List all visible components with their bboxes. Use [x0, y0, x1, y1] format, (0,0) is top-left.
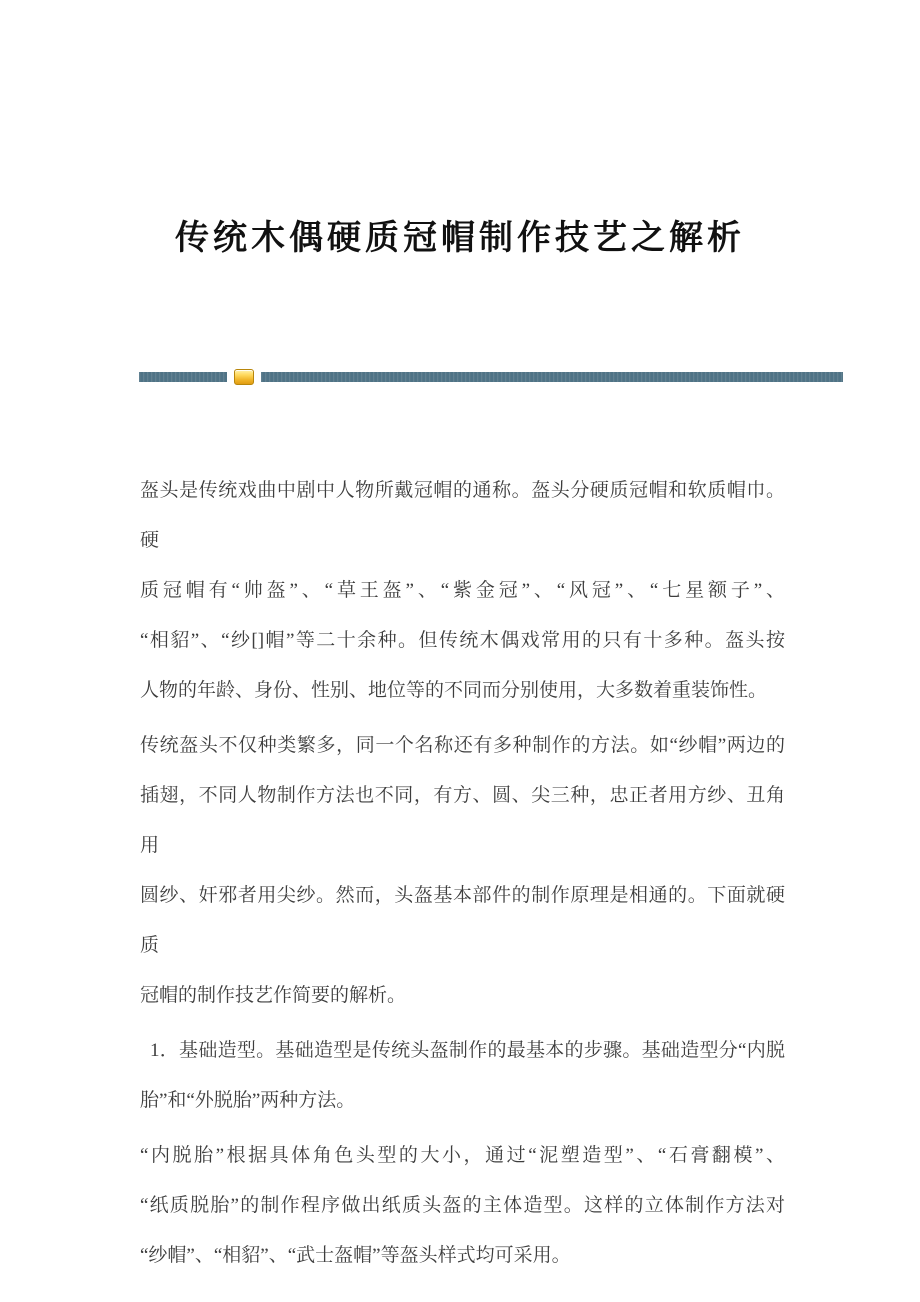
divider-gap — [227, 372, 234, 382]
text-line: 盔头是传统戏曲中剧中人物所戴冠帽的通称。盔头分硬质冠帽和软质帽巾。硬 — [140, 480, 785, 551]
text-line: 质冠帽有“帅盔”、“草王盔”、“紫金冠”、“风冠”、“七星额子”、 — [140, 580, 785, 601]
divider-bar-right — [261, 372, 843, 382]
text-line: 1．基础造型。基础造型是传统头盔制作的最基本的步骤。基础造型分“内脱 — [150, 1040, 785, 1061]
paragraph-1 — [140, 466, 785, 716]
document-body — [140, 466, 785, 1281]
paragraph-2 — [140, 721, 785, 1021]
gold-badge-icon — [234, 369, 254, 385]
text-line: 冠帽的制作技艺作简要的解析。 — [140, 985, 407, 1006]
text-line: “相貂”、“纱[]帽”等二十余种。但传统木偶戏常用的只有十多种。盔头按 — [140, 630, 785, 651]
text-line: 圆纱、奸邪者用尖纱。然而，头盔基本部件的制作原理是相通的。下面就硬质 — [140, 885, 785, 956]
paragraph-3 — [140, 1026, 785, 1126]
text-line: “纱帽”、“相貂”、“武士盔帽”等盔头样式均可采用。 — [140, 1245, 571, 1266]
text-line: 胎”和“外脱胎”两种方法。 — [140, 1090, 356, 1111]
text-line: 人物的年龄、身份、性别、地位等的不同而分别使用，大多数着重装饰性。 — [140, 680, 768, 701]
text-line: 传统盔头不仅种类繁多，同一个名称还有多种制作的方法。如“纱帽”两边的 — [140, 735, 785, 756]
text-line: 插翅，不同人物制作方法也不同，有方、圆、尖三种，忠正者用方纱、丑角用 — [140, 785, 785, 856]
text-line: “纸质脱胎”的制作程序做出纸质头盔的主体造型。这样的立体制作方法对 — [140, 1195, 785, 1216]
document-title: 传统木偶硬质冠帽制作技艺之解析 — [175, 220, 745, 257]
divider-bar-left — [139, 372, 227, 382]
text-line: “内脱胎”根据具体角色头型的大小，通过“泥塑造型”、“石膏翻模”、 — [140, 1145, 785, 1166]
section-divider — [139, 369, 843, 384]
paragraph-4 — [140, 1131, 785, 1281]
divider-gap — [254, 372, 261, 382]
